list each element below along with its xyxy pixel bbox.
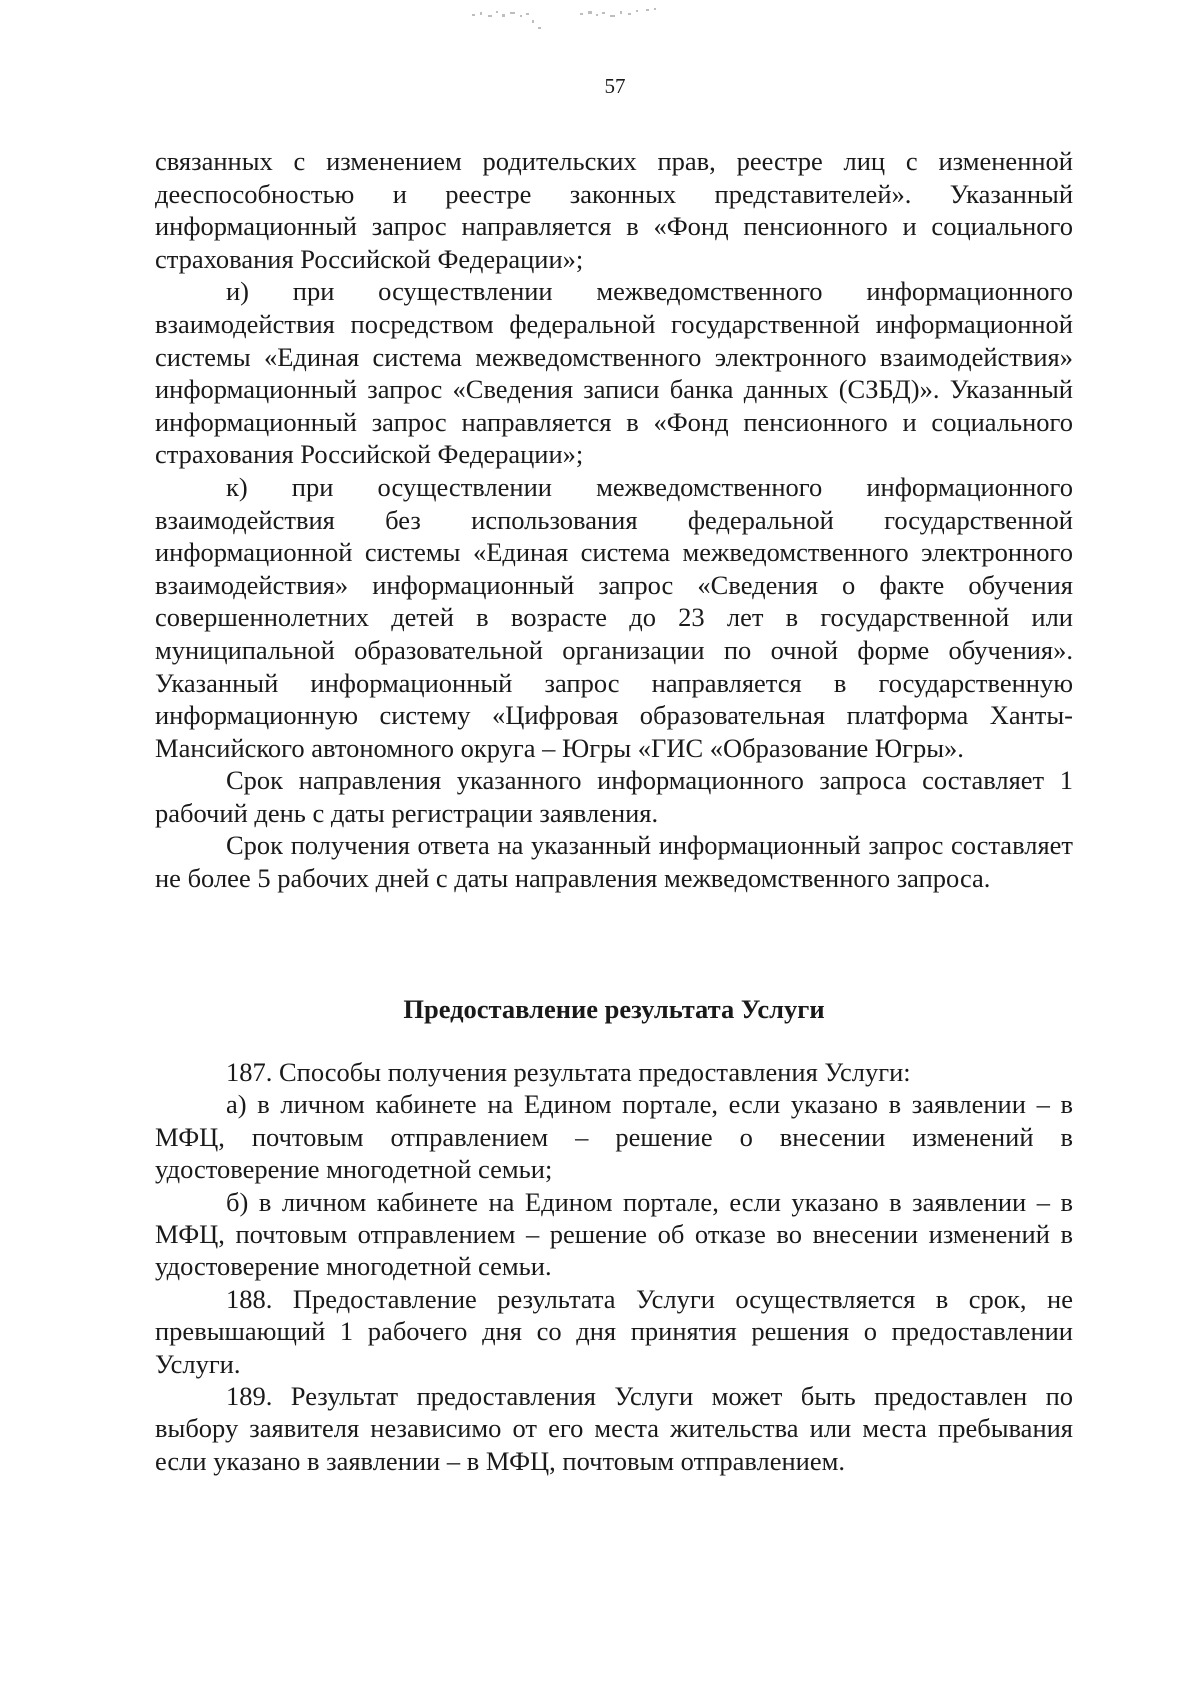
paragraph: Срок направления указанного информационного запроса составляет 1 рабочий день с даты регистрации заявления.: [155, 765, 1073, 828]
paragraph: б) в личном кабинете на Едином портале, если указано в заявлении – в МФЦ, почтовым отправлением – решение об отказе во внесении изменений в удостоверение многодетной семьи.: [155, 1186, 1073, 1282]
paragraph: 189. Результат предоставления Услуги может быть предоставлен по выбору заявителя независимо от его места жительства или места пребывания если указано в заявлении – в МФЦ, почтовым отправлением.: [155, 1381, 1073, 1476]
paragraph: и) при осуществлении межведомственного информационного взаимодействия посредством федеральной государственной информационной системы «Единая система межведомственного электронного взаимодействия» информационный запрос «Сведения записи банка данных (СЗБД)». Указанный информационный запрос направляется в «Фонд пенсионного и социального страхования Российской Федерации»;: [155, 276, 1073, 470]
paragraph: а) в личном кабинете на Едином портале, если указано в заявлении – в МФЦ, почтовым отправлением – решение о внесении изменений в удостоверение многодетной семьи;: [155, 1089, 1073, 1185]
page-number: 57: [604, 74, 626, 98]
body-text-bottom: [155, 1056, 1073, 1477]
body-text-top: [155, 145, 1073, 895]
paragraph: 187. Способы получения результата предоставления Услуги:: [226, 1057, 911, 1087]
paragraph: связанных с изменением родительских прав, реестре лиц с измененной дееспособностью и реестре законных представителей». Указанный информационный запрос направляется в «Фонд пенсионного и социального страхования Российской Федерации»;: [155, 146, 1073, 274]
paragraph: к) при осуществлении межведомственного информационного взаимодействия без использования федеральной государственной информационной системы «Единая система межведомственного электронного взаимодействия» информационный запрос «Сведения о факте обучения совершеннолетних детей в возрасте до 23 лет в государственной или муниципальной образовательной организации по очной форме обучения». Указанный информационный запрос направляется в государственную информационную систему «Цифровая образовательная платформа Ханты-Мансийского автономного округа – Югры «ГИС «Образование Югры».: [155, 471, 1073, 763]
paragraph: 188. Предоставление результата Услуги осуществляется в срок, не превышающий 1 рабочего дня со дня принятия решения о предоставлении Услуги.: [155, 1283, 1073, 1379]
scan-noise-top: [460, 0, 760, 40]
paragraph: Срок получения ответа на указанный информационный запрос составляет не более 5 рабочих дней с даты направления межведомственного запроса.: [155, 830, 1073, 894]
section-heading: Предоставление результата Услуги: [403, 994, 825, 1024]
